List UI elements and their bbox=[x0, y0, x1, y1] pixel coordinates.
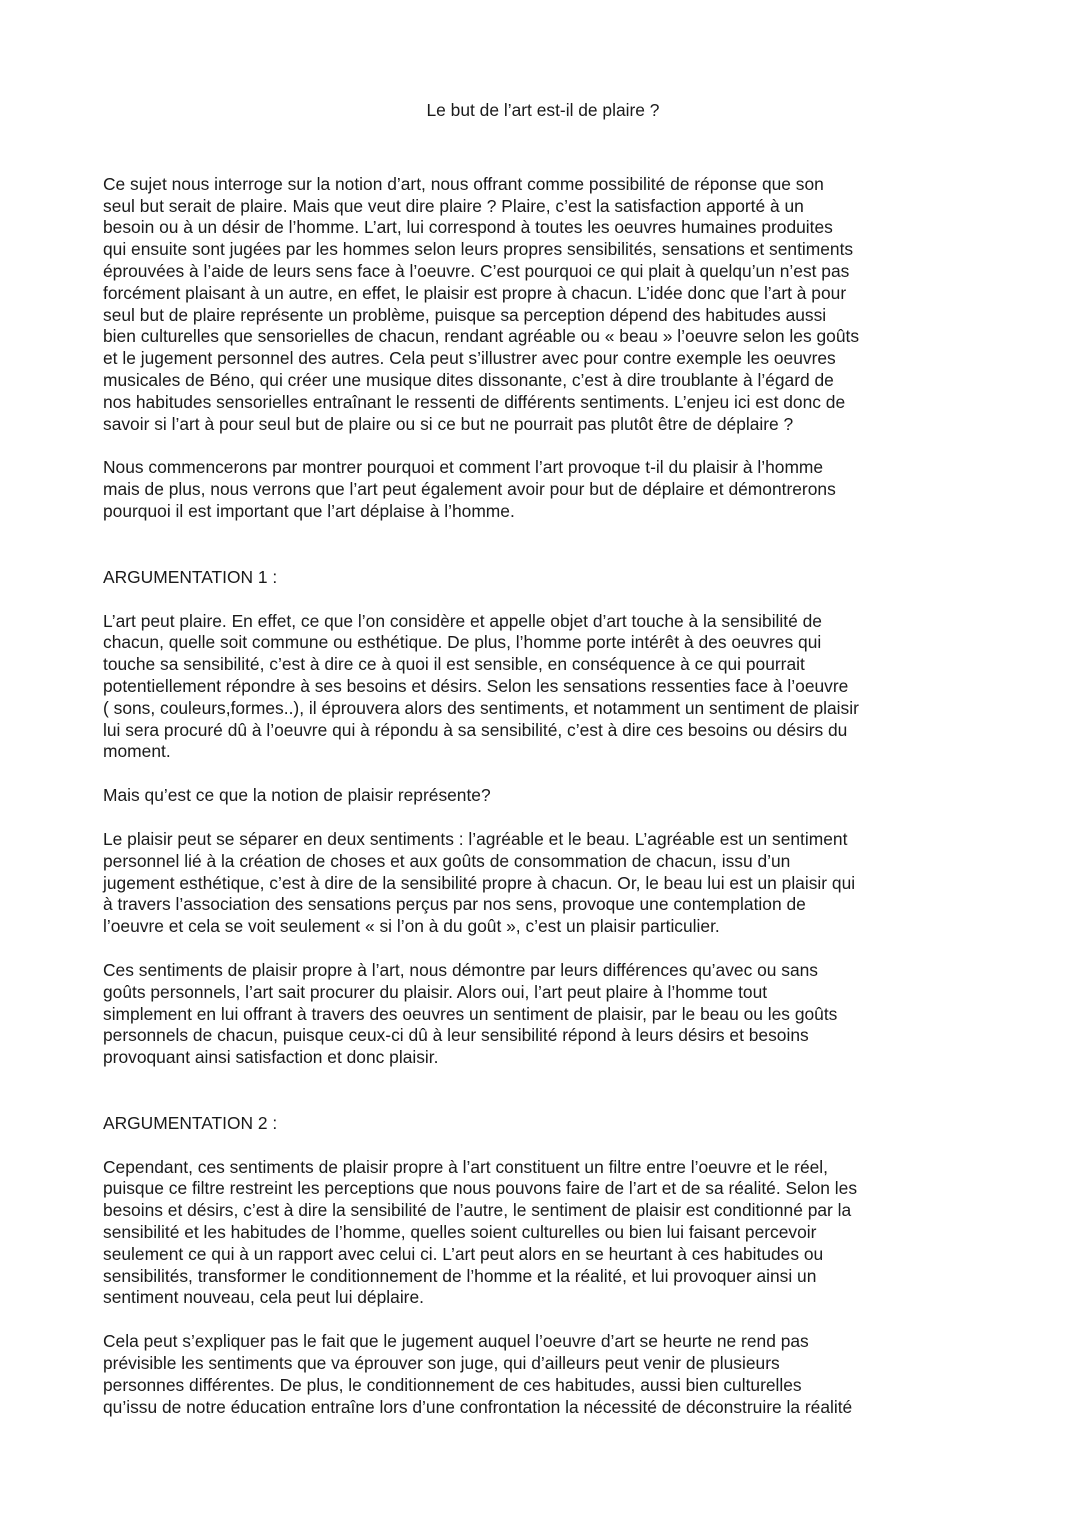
text-line: seulement ce qui à un rapport avec celui ci. L’art peut alors en se heurtant à ces habitudes ou bbox=[103, 1243, 824, 1264]
text-line: provoquant ainsi satisfaction et donc plaisir. bbox=[103, 1047, 439, 1068]
text-line: potentiellement répondre à ses besoins et désirs. Selon les sensations ressenties face à l’oeuvre bbox=[103, 675, 849, 696]
argumentation-1-heading: ARGUMENTATION 1 : bbox=[103, 566, 278, 587]
plan-paragraph bbox=[103, 457, 983, 522]
text-line: Cela peut s’expliquer pas le fait que le jugement auquel l’oeuvre d’art se heurte ne rend pas bbox=[103, 1331, 809, 1352]
arg1-paragraph-4 bbox=[103, 960, 983, 1069]
text-line: sensibilité et les habitudes de l’homme, quelles soient culturelles ou bien lui faisant percevoir bbox=[103, 1222, 817, 1243]
text-line: Le plaisir peut se séparer en deux sentiments : l’agréable et le beau. L’agréable est un sentiment bbox=[103, 828, 848, 849]
text-line: seul but de plaire représente un problème, puisque sa perception dépend des habitudes aussi bbox=[103, 304, 827, 325]
text-line: sentiment nouveau, cela peut lui déplaire. bbox=[103, 1287, 424, 1308]
text-line: pourquoi il est important que l’art déplaise à l’homme. bbox=[103, 500, 515, 521]
text-line: goûts personnels, l’art sait procurer du plaisir. Alors oui, l’art peut plaire à l’homme tout bbox=[103, 981, 768, 1002]
text-line: touche sa sensibilité, c’est à dire ce à quoi il est sensible, en conséquence à ce qui pourrait bbox=[103, 654, 805, 675]
text-line: puisque ce filtre restreint les perceptions que nous pouvons faire de l’art et de sa réalité. Selon les bbox=[103, 1178, 858, 1199]
text-line: simplement en lui offrant à travers des oeuvres un sentiment de plaisir, par le beau ou les goûts bbox=[103, 1003, 838, 1024]
text-line: qui ensuite sont jugées par les hommes selon leurs propres sensibilités, sensations et sentiments bbox=[103, 239, 854, 260]
text-line: besoin ou à un désir de l’homme. L’art, lui correspond à toutes les oeuvres humaines produites bbox=[103, 217, 833, 238]
text-line: savoir si l’art à pour seul but de plaire ou si ce but ne pourrait pas plutôt être de déplaire ? bbox=[103, 413, 794, 434]
text-line: et le jugement personnel des autres. Cela peut s’illustrer avec pour contre exemple les oeuvres bbox=[103, 348, 836, 369]
argumentation-2-heading: ARGUMENTATION 2 : bbox=[103, 1112, 278, 1133]
arg2-paragraph-1 bbox=[103, 1157, 983, 1310]
document-body bbox=[103, 100, 983, 1440]
text-line: L’art peut plaire. En effet, ce que l’on considère et appelle objet d’art touche à la sensibilité de bbox=[103, 610, 822, 631]
text-line: lui sera procuré dû à l’oeuvre qui à répondu à sa sensibilité, c’est à dire ces besoins ou désirs du bbox=[103, 719, 848, 740]
arg2-paragraph-2 bbox=[103, 1331, 983, 1418]
text-line: moment. bbox=[103, 741, 171, 762]
arg1-paragraph-2 bbox=[103, 785, 983, 807]
text-line: l’oeuvre et cela se voit seulement « si l’on à du goût », c’est un plaisir particulier. bbox=[103, 916, 720, 937]
text-line: besoins et désirs, c’est à dire la sensibilité de l’autre, le sentiment de plaisir est conditionné par la bbox=[103, 1200, 852, 1221]
text-line: qu’issu de notre éducation entraîne lors d’une confrontation la nécessité de déconstruire la réalité bbox=[103, 1396, 853, 1417]
arg1-paragraph-3 bbox=[103, 829, 983, 938]
text-line: seul but serait de plaire. Mais que veut dire plaire ? Plaire, c’est la satisfaction apporté à un bbox=[103, 195, 804, 216]
text-line: à travers l’association des sensations perçus par nos sens, provoque une contemplation de bbox=[103, 894, 806, 915]
text-line: bien culturelles que sensorielles de chacun, rendant agréable ou « beau » l’oeuvre selon les goûts bbox=[103, 326, 860, 347]
text-line: nos habitudes sensorielles entraînant le ressenti de différents sentiments. L’enjeu ici est donc de bbox=[103, 391, 846, 412]
text-line: forcément plaisant à un autre, en effet, le plaisir est propre à chacun. L’idée donc que l’art à pour bbox=[103, 282, 847, 303]
text-line: personnels de chacun, puisque ceux-ci dû à leur sensibilité répond à leurs désirs et besoins bbox=[103, 1025, 809, 1046]
text-line: Ce sujet nous interroge sur la notion d’art, nous offrant comme possibilité de réponse que son bbox=[103, 173, 824, 194]
text-line: mais de plus, nous verrons que l’art peut également avoir pour but de déplaire et démontrerons bbox=[103, 479, 836, 500]
text-line: éprouvées à l’aide de leurs sens face à l’oeuvre. C’est pourquoi ce qui plait à quelqu’un n’est pas bbox=[103, 260, 850, 281]
document-title: Le but de l’art est-il de plaire ? bbox=[426, 100, 660, 120]
text-line: chacun, quelle soit commune ou esthétique. De plus, l’homme porte intérêt à des oeuvres qui bbox=[103, 632, 822, 653]
text-line: sensibilités, transformer le conditionnement de l’homme et la réalité, et lui provoquer ainsi un bbox=[103, 1265, 817, 1286]
text-line: Cependant, ces sentiments de plaisir propre à l’art constituent un filtre entre l’oeuvre et le réel, bbox=[103, 1156, 828, 1177]
intro-paragraph bbox=[103, 174, 983, 436]
text-line: ( sons, couleurs,formes..), il éprouvera alors des sentiments, et notamment un sentiment de plaisir bbox=[103, 697, 859, 718]
arg1-paragraph-1 bbox=[103, 611, 983, 764]
text-line: jugement esthétique, c’est à dire de la sensibilité propre à chacun. Or, le beau lui est un plaisir qui bbox=[103, 872, 856, 893]
text-line: musicales de Béno, qui créer une musique dites dissonante, c’est à dire troublante à l’égard de bbox=[103, 369, 834, 390]
text-line: personnes différentes. De plus, le conditionnement de ces habitudes, aussi bien culturelles bbox=[103, 1374, 802, 1395]
text-line: prévisible les sentiments que va éprouver son juge, qui d’ailleurs peut venir de plusieurs bbox=[103, 1353, 780, 1374]
text-line: Nous commencerons par montrer pourquoi et comment l’art provoque t-il du plaisir à l’homme bbox=[103, 457, 824, 478]
text-line: personnel lié à la création de choses et aux goûts de consommation de chacun, issu d’un bbox=[103, 850, 791, 871]
text-line: Ces sentiments de plaisir propre à l’art, nous démontre par leurs différences qu’avec ou sans bbox=[103, 959, 819, 980]
text-line: Mais qu’est ce que la notion de plaisir représente? bbox=[103, 785, 491, 806]
